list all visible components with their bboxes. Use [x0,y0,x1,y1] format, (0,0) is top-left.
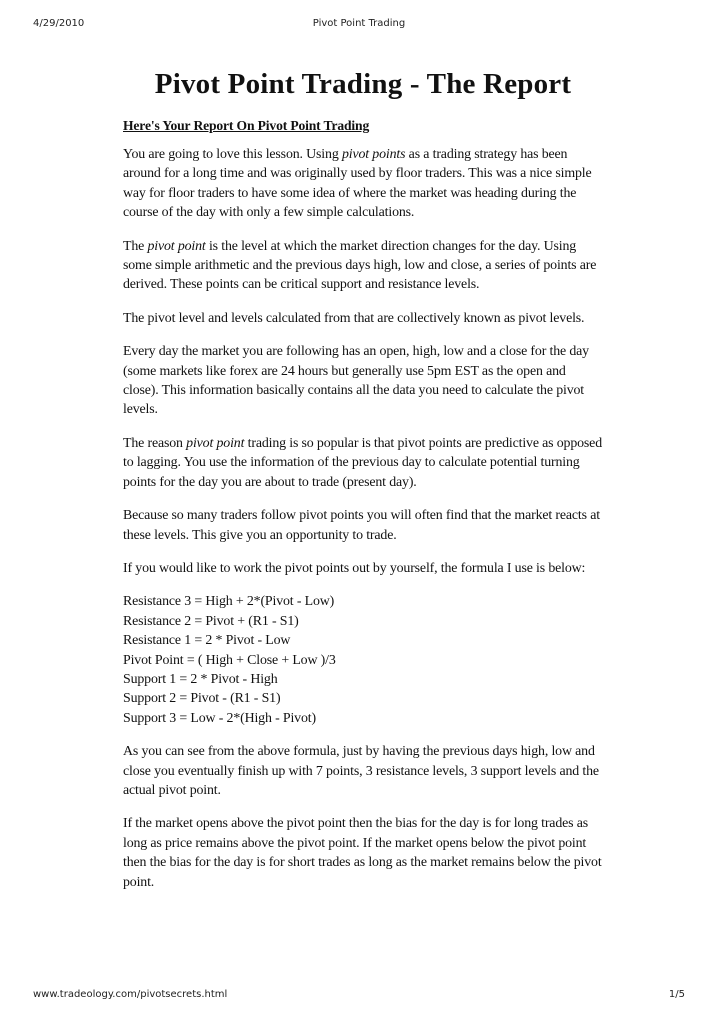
formula-block [123,592,603,728]
paragraph-daily-data: Every day the market you are following has an open, high, low and a close for the day (some markets like forex are 24 hours but generally use 5pm EST as the open and close). This information basically contains all the data you need to calculate the pivot levels. [123,344,589,418]
formula-line: Resistance 1 = 2 * Pivot - Low [123,633,291,649]
paragraph-pivot-definition: The pivot point is the level at which the market direction changes for the day. Using some simple arithmetic and the previous days high, low and close, a series of points are derived. These points can be critical support and resistance levels. [123,238,597,293]
emphasis-pivot-points: pivot points [341,147,406,162]
paragraph-formula-intro: If you would like to work the pivot points out by yourself, the formula I use is below: [123,560,586,576]
print-page-title: Pivot Point Trading [312,18,406,29]
article-body [123,62,603,892]
article-title: Pivot Point Trading - The Report [154,68,572,100]
print-header [33,18,685,32]
paragraph-intro: You are going to love this lesson. Using pivot points as a trading strategy has been around for a long time and was originally used by floor traders. This was a nice simple way for floor traders to have some idea of where the market was heading during the course of the day with only a few simple calculations. [123,147,592,221]
print-date: 4/29/2010 [33,18,85,29]
emphasis-pivot-point: pivot point [186,435,245,451]
formula-line: Support 1 = 2 * Pivot - High [123,671,278,687]
paragraph-pivot-levels: The pivot level and levels calculated from that are collectively known as pivot levels. [123,310,585,326]
print-footer [33,989,685,1003]
source-url: www.tradeology.com/pivotsecrets.html [33,989,228,1000]
page-number: 1/5 [668,989,685,1000]
paragraph-seven-points: As you can see from the above formula, just by having the previous days high, low and close you eventually finish up with 7 points, 3 resistance levels, 3 support levels and the actual pivot point. [123,744,599,798]
paragraph-traders-follow: Because so many traders follow pivot points you will often find that the market reacts at these levels. This give you an opportunity to trade. [123,508,600,543]
paragraph-market-bias: If the market opens above the pivot point then the bias for the day is for long trades as long as price remains above the pivot point. If the market opens below the pivot point then the bias for the day is for short trades as long as the market remains below the pivot point. [123,816,602,890]
article-subtitle: Here's Your Report On Pivot Point Trading [123,118,370,133]
formula-line: Pivot Point = ( High + Close + Low )/3 [123,652,336,668]
formula-line: Support 3 = Low - 2*(High - Pivot) [123,710,316,726]
formula-line: Resistance 3 = High + 2*(Pivot - Low) [123,594,335,610]
formula-line: Support 2 = Pivot - (R1 - S1) [123,691,281,707]
emphasis-pivot-point: pivot point [147,238,206,254]
paragraph-predictive: The reason pivot point trading is so popular is that pivot points are predictive as opposed to lagging. You use the information of the previous day to calculate potential turning points for the day you are about to trade (present day). [123,435,602,490]
formula-line: Resistance 2 = Pivot + (R1 - S1) [123,613,299,629]
